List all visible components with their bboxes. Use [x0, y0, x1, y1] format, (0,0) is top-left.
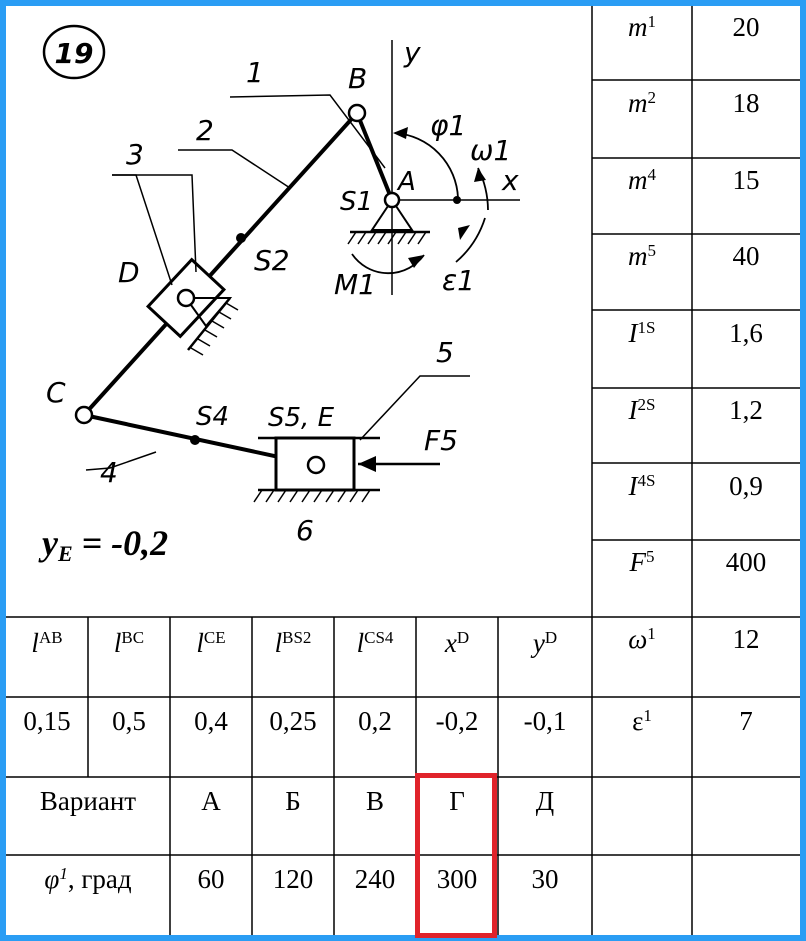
- param-value-m1: 20: [732, 12, 760, 42]
- y-e-formula: $y_E = -0,2$: [42, 523, 169, 566]
- angle-d: 30: [531, 864, 559, 894]
- param-label-i1s: I $^{1S}$: [628, 318, 656, 348]
- param-label-eps1: ε $^1$: [632, 706, 652, 736]
- param-value-m4: 15: [732, 165, 760, 195]
- param-value-eps1: 7: [739, 706, 753, 736]
- value-lcs4: 0,2: [358, 706, 392, 736]
- joint-d: [178, 290, 194, 306]
- label-3: 3: [126, 138, 144, 171]
- param-label-f5: F $^5$: [629, 547, 655, 577]
- value-lab: 0,15: [23, 706, 71, 736]
- label-phi1: φ1: [430, 109, 467, 142]
- value-lbc: 0,5: [112, 706, 146, 736]
- label-s2: S2: [254, 244, 290, 277]
- label-s1: S1: [340, 187, 374, 217]
- label-eps1: ε1: [442, 264, 475, 297]
- joint-b: [349, 105, 365, 121]
- label-5: 5: [436, 336, 454, 369]
- header-yd: y $^D$: [532, 628, 558, 658]
- label-6: 6: [296, 514, 314, 547]
- value-lbs2: 0,25: [269, 706, 317, 736]
- param-label-m4: m $^4$: [628, 165, 656, 195]
- param-label-i2s: I $^{2S}$: [628, 395, 656, 425]
- header-lbc: l $^{BC}$: [113, 628, 145, 658]
- label-s5e: S5, E: [268, 403, 335, 433]
- value-xd: -0,2: [435, 706, 479, 736]
- point-phi: [453, 196, 461, 204]
- header-lcs4: l $^{CS4}$: [356, 628, 394, 658]
- param-value-m2: 18: [732, 88, 760, 118]
- y-axis-label: y: [404, 36, 421, 69]
- angle-g: 300: [436, 864, 478, 894]
- joint-a: [385, 193, 399, 207]
- label-a: A: [398, 167, 416, 197]
- param-value-i4s: 0,9: [729, 471, 763, 501]
- label-b: B: [348, 62, 368, 95]
- joint-e: [308, 457, 324, 473]
- label-d: D: [118, 256, 140, 289]
- joint-c: [76, 407, 92, 423]
- param-label-m1: m $^1$: [628, 12, 656, 42]
- variant-v: В: [365, 786, 384, 816]
- x-axis-label: x: [502, 164, 519, 197]
- label-c: C: [46, 376, 66, 409]
- point-s2: [236, 233, 246, 243]
- label-4: 4: [100, 456, 118, 489]
- angle-row-label: φ $^1$ , град: [44, 864, 132, 894]
- label-m1: M1: [334, 268, 376, 301]
- variant-b: Б: [285, 786, 301, 816]
- param-label-m5: m $^5$: [628, 241, 656, 271]
- label-f5: F5: [424, 424, 458, 457]
- point-s4: [190, 435, 200, 445]
- variant-g: Г: [449, 786, 465, 816]
- param-value-f5: 400: [725, 547, 767, 577]
- param-value-i2s: 1,2: [729, 395, 763, 425]
- param-label-i4s: I $^{4S}$: [628, 471, 656, 501]
- variant-row-label: Вариант: [39, 786, 137, 816]
- value-lce: 0,4: [194, 706, 228, 736]
- label-2: 2: [196, 114, 214, 147]
- header-lab: l $^{AB}$: [31, 628, 63, 658]
- angle-b: 120: [272, 864, 314, 894]
- angle-v: 240: [354, 864, 396, 894]
- header-lbs2: l $^{BS2}$: [274, 628, 312, 658]
- selected-variant-highlight: [415, 773, 497, 938]
- header-xd: x $^D$: [444, 628, 470, 658]
- variant-d: Д: [535, 786, 555, 816]
- param-label-m2: m $^2$: [628, 88, 656, 118]
- param-label-omega1: ω $^1$: [628, 624, 656, 654]
- label-1: 1: [246, 56, 264, 89]
- param-value-omega1: 12: [732, 624, 760, 654]
- variant-a: А: [201, 786, 221, 816]
- param-value-i1s: 1,6: [729, 318, 763, 348]
- label-omega1: ω1: [470, 134, 512, 167]
- value-yd: -0,1: [523, 706, 567, 736]
- angle-a: 60: [197, 864, 225, 894]
- header-lce: l $^{CE}$: [196, 628, 226, 658]
- variant-number: 19: [54, 37, 94, 70]
- param-value-m5: 40: [732, 241, 760, 271]
- epsilon1-arc: [456, 218, 485, 262]
- label-s4: S4: [196, 402, 230, 432]
